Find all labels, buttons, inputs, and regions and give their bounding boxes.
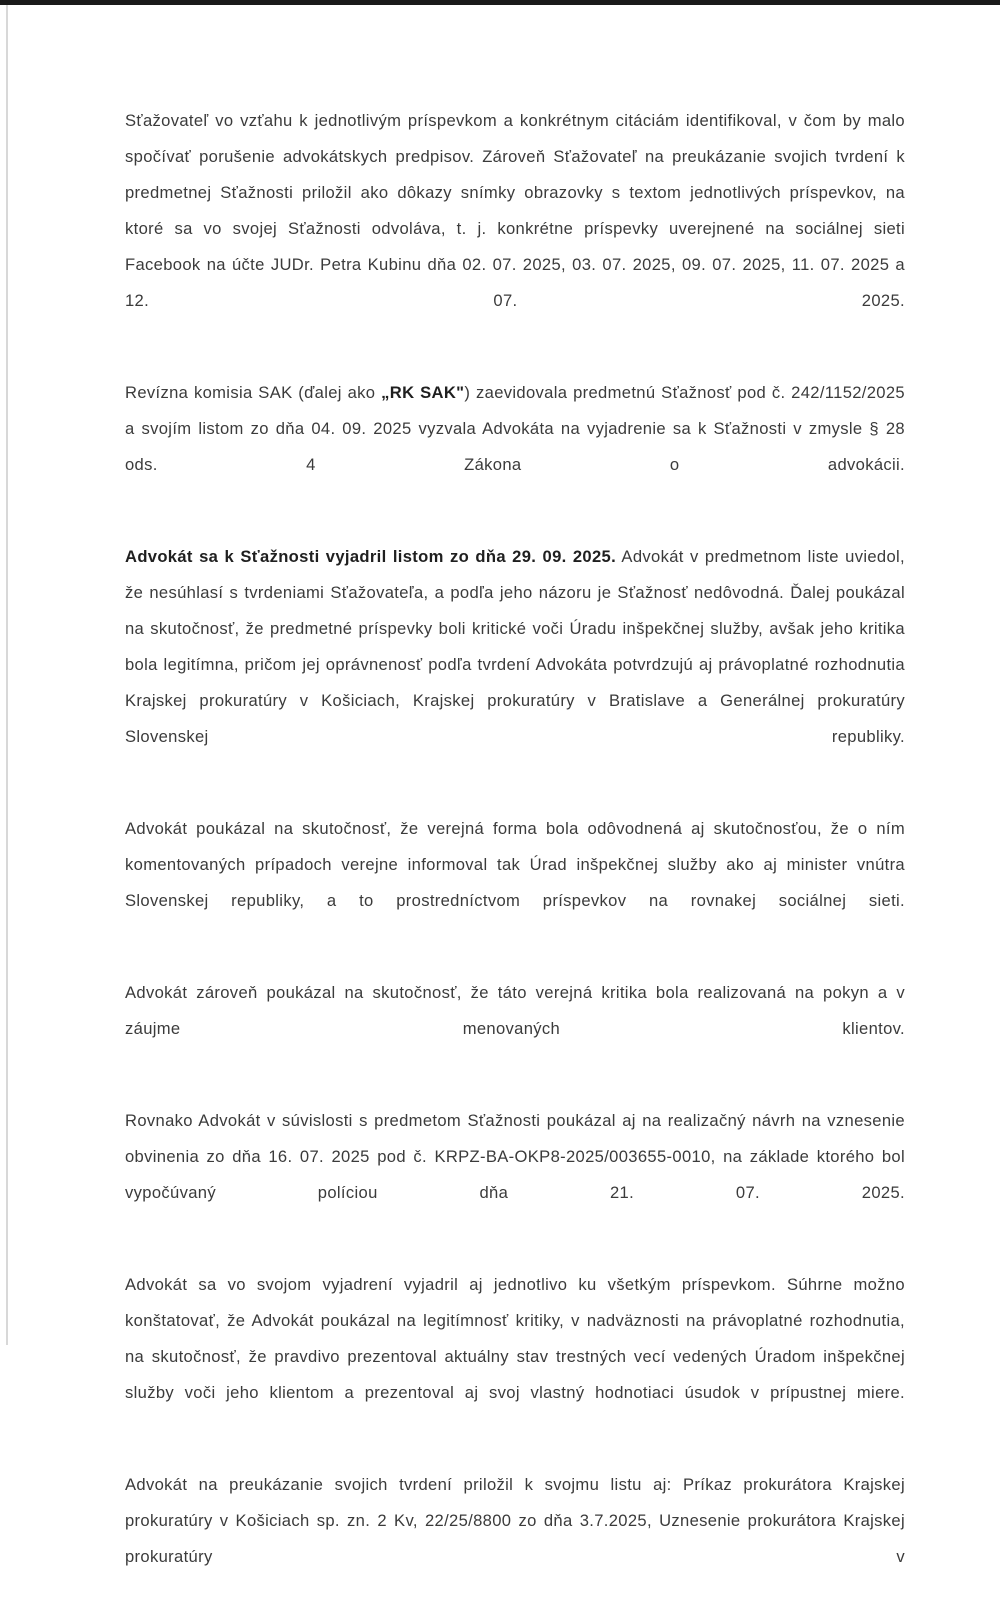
paragraph-public-form-justification: Advokát poukázal na skutočnosť, že verejná forma bola odôvodnená aj skutočnosťou, že o ním komentovaných prípadoch verejne informoval tak Úrad inšpekčnej služby ako aj minister vnútra Slovenskej republiky, a to prostredníctvom príspevkov na rovnakej sociálnej sieti. — [125, 819, 905, 910]
paragraph-revision-commission-suffix: ) zaevidovala predmetnú Sťažnosť pod č. 242/1152/2025 a svojím listom zo dňa 04. 09. 2025 vyzvala Advokáta na vyjadrenie sa k Sťažnosti v zmysle § 28 ods. 4 Zákona o advokácii. — [125, 383, 905, 474]
paragraph-summary-of-statement: Advokát sa vo svojom vyjadrení vyjadril aj jednotlivo ku všetkým príspevkom. Súhrne možno konštatovať, že Advokát poukázal na legitímnosť kritiky, v nadväznosti na právoplatné rozhodnutia, na skutočnosť, že pravdivo prezentoval aktuálny stav trestných vecí vedených Úradom inšpekčnej služby voči jeho klientom a prezentoval aj svoj vlastný hodnotiaci úsudok v prípustnej miere. — [125, 1275, 905, 1402]
scan-top-edge — [0, 0, 1000, 5]
document-text-body — [125, 103, 905, 1611]
lawyer-statement-text: Advokát v predmetnom liste uviedol, že nesúhlasí s tvrdeniami Sťažovateľa, a podľa jeho názoru je Sťažnosť nedôvodná. Ďalej poukázal na skutočnosť, že predmetné príspevky boli kritické voči Úradu inšpekčnej služby, avšak jeho kritika bola legitímna, pričom jej oprávnenosť podľa tvrdení Advokáta potvrdzujú aj právoplatné rozhodnutia Krajskej prokuratúry v Košiciach, Krajskej prokuratúry v Bratislave a Generálnej prokuratúry Slovenskej republiky. — [125, 547, 905, 746]
scan-left-edge — [6, 5, 8, 1345]
rk-sak-abbreviation: „RK SAK" — [381, 383, 465, 402]
paragraph-lawyer-statement — [125, 539, 905, 791]
paragraph-attached-evidence: Advokát na preukázanie svojich tvrdení priložil k svojmu listu aj: Príkaz prokurátora Krajskej prokuratúry v Košiciach sp. zn. 2 Kv, 22/25/8800 zo dňa 3.7.2025, Uznesenie prokurátora Krajskej prokuratúry v — [125, 1475, 905, 1566]
paragraph-complainant-identification: Sťažovateľ vo vzťahu k jednotlivým príspevkom a konkrétnym citáciám identifikoval, v čom by malo spočívať porušenie advokátskych predpisov. Zároveň Sťažovateľ na preukázanie svojich tvrdení k predmetnej Sťažnosti priložil ako dôkazy snímky obrazovky s textom jednotlivých príspevkov, na ktoré sa vo svojej Sťažnosti odvoláva, t. j. konkrétne príspevky uverejnené na sociálnej sieti Facebook na účte JUDr. Petra Kubinu dňa 02. 07. 2025, 03. 07. 2025, 09. 07. 2025, 11. 07. 2025 a 12. 07. 2025. — [125, 111, 905, 310]
paragraph-revision-commission — [125, 375, 905, 519]
paragraph-criticism-on-client-instruction: Advokát zároveň poukázal na skutočnosť, že táto verejná kritika bola realizovaná na pokyn a v záujme menovaných klientov. — [125, 983, 905, 1038]
lawyer-statement-heading: Advokát sa k Sťažnosti vyjadril listom zo dňa 29. 09. 2025. — [125, 547, 617, 566]
paragraph-revision-commission-prefix: Revízna komisia SAK (ďalej ako — [125, 383, 382, 402]
paragraph-charge-proposal: Rovnako Advokát v súvislosti s predmetom Sťažnosti poukázal aj na realizačný návrh na vznesenie obvinenia zo dňa 16. 07. 2025 pod č. KRPZ-BA-OKP8-2025/003655-0010, na základe ktorého bol vypočúvaný políciou dňa 21. 07. 2025. — [125, 1111, 905, 1202]
